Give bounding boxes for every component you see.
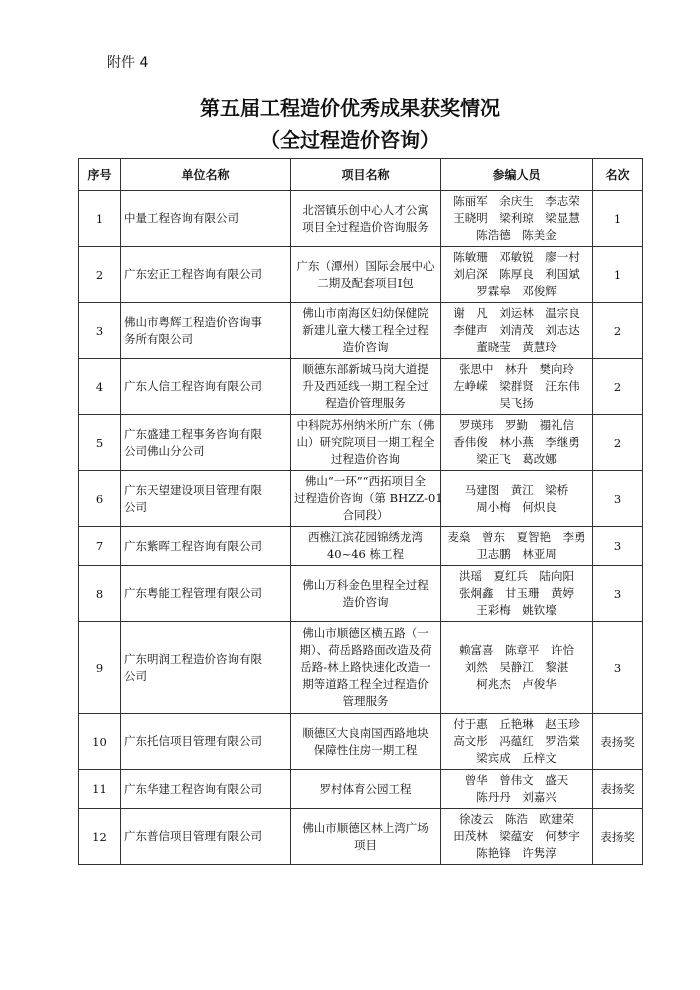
cell-people bbox=[441, 191, 593, 247]
header-project: 项目名称 bbox=[291, 159, 441, 191]
cell-people bbox=[441, 714, 593, 770]
cell-line: 顺德区大良南国西路地块 bbox=[302, 725, 429, 740]
cell-rank: 2 bbox=[593, 303, 643, 359]
table-header-row bbox=[79, 159, 643, 191]
cell-unit bbox=[121, 415, 291, 471]
cell-no: 11 bbox=[79, 770, 121, 809]
cell-line: 公司 bbox=[124, 499, 147, 514]
cell-line: 徐凌云 陈浩 欧建荣 bbox=[459, 812, 574, 826]
cell-line: 麦燊 曾东 夏智艳 李勇 bbox=[447, 530, 586, 544]
cell-unit bbox=[121, 809, 291, 865]
cell-project bbox=[291, 415, 441, 471]
cell-rank: 3 bbox=[593, 471, 643, 527]
cell-line: 陈艳锋 许隽淳 bbox=[476, 846, 557, 860]
cell-rank: 表扬奖 bbox=[593, 770, 643, 809]
cell-rank: 2 bbox=[593, 415, 643, 471]
cell-line: 广东普信项目管理有限公司 bbox=[124, 829, 262, 843]
cell-line: 梁宾成 丘梓文 bbox=[476, 751, 557, 765]
cell-line: 北滘镇乐创中心人才公寓 bbox=[302, 202, 429, 217]
cell-project bbox=[291, 809, 441, 865]
cell-project bbox=[291, 622, 441, 714]
cell-line: 佛山市粤辉工程造价咨询事 bbox=[124, 314, 262, 329]
cell-line: 保障性住房一期工程 bbox=[313, 742, 418, 757]
cell-line: 程造价管理服务 bbox=[325, 396, 406, 410]
cell-line: 升及西延线一期工程全过 bbox=[302, 379, 429, 393]
cell-no: 3 bbox=[79, 303, 121, 359]
cell-no: 7 bbox=[79, 527, 121, 566]
cell-line: 佛山市南海区妇幼保健院 bbox=[302, 306, 429, 320]
cell-line: 梁正飞 葛改娜 bbox=[476, 452, 557, 466]
cell-no: 10 bbox=[79, 714, 121, 770]
cell-line: 广东（潭州）国际会展中心 bbox=[296, 258, 435, 273]
cell-unit bbox=[121, 247, 291, 303]
cell-line: 李健声 刘清茂 刘志达 bbox=[453, 323, 580, 337]
cell-no: 4 bbox=[79, 359, 121, 415]
cell-line: 40~46 栋工程 bbox=[326, 547, 405, 561]
cell-line: 项目 bbox=[354, 837, 377, 852]
cell-line: 顺德东部新城马岗大道提 bbox=[302, 362, 429, 376]
cell-line: 陈浩德 陈美金 bbox=[476, 228, 557, 242]
table-row bbox=[79, 247, 643, 303]
header-no: 序号 bbox=[79, 159, 121, 191]
cell-line: 佛山“一环”“西拓项目全 bbox=[304, 474, 427, 488]
cell-line: 广东紫晖工程咨询有限公司 bbox=[124, 538, 262, 553]
cell-people bbox=[441, 247, 593, 303]
table-row bbox=[79, 527, 643, 566]
cell-line: 香伟俊 林小燕 李继勇 bbox=[453, 435, 580, 449]
cell-line: 合同段） bbox=[342, 508, 389, 522]
cell-line: 广东人信工程咨询有限公司 bbox=[124, 379, 262, 393]
cell-line: 陈丹丹 刘嘉兴 bbox=[476, 790, 557, 804]
cell-line: 洪瑶 夏红兵 陆向阳 bbox=[459, 569, 574, 583]
cell-rank: 2 bbox=[593, 359, 643, 415]
cell-line: 陈丽军 余庆生 李志荣 bbox=[453, 194, 580, 208]
cell-project bbox=[291, 247, 441, 303]
cell-unit bbox=[121, 527, 291, 566]
cell-no: 9 bbox=[79, 622, 121, 714]
cell-no: 2 bbox=[79, 247, 121, 303]
cell-line: 广东盛建工程事务咨询有限 bbox=[124, 426, 262, 441]
cell-people bbox=[441, 471, 593, 527]
cell-line: 期等道路工程全过程造价 bbox=[302, 677, 429, 691]
header-people: 参编人员 bbox=[441, 159, 593, 191]
table-body bbox=[79, 191, 643, 865]
cell-line: 佛山市顺德区林上湾广场 bbox=[302, 820, 429, 835]
cell-rank: 3 bbox=[593, 527, 643, 566]
cell-line: 王彩梅 姚钦壕 bbox=[476, 603, 557, 617]
cell-line: 赖富喜 陈章平 许恰 bbox=[459, 643, 574, 657]
cell-line: 二期及配套项目Ⅰ包 bbox=[317, 275, 414, 290]
cell-project bbox=[291, 359, 441, 415]
cell-line: 佛山市顺德区横五路（一 bbox=[302, 626, 429, 640]
attachment-label: 附件 4 bbox=[107, 55, 149, 71]
cell-line: 广东粤能工程管理有限公司 bbox=[124, 586, 262, 600]
document-title: 第五届工程造价优秀成果获奖情况 bbox=[200, 96, 500, 120]
cell-line: 过程造价咨询（第 BHZZ-01 bbox=[294, 491, 443, 505]
cell-no: 12 bbox=[79, 809, 121, 865]
cell-no: 1 bbox=[79, 191, 121, 247]
cell-line: 高文彤 冯蕴红 罗浩棠 bbox=[453, 734, 580, 748]
cell-people bbox=[441, 303, 593, 359]
cell-rank: 3 bbox=[593, 566, 643, 622]
cell-unit bbox=[121, 191, 291, 247]
cell-unit bbox=[121, 622, 291, 714]
cell-rank: 表扬奖 bbox=[593, 714, 643, 770]
cell-line: 张思中 林升 樊向玲 bbox=[459, 362, 574, 376]
cell-line: 曾华 曾伟文 盛天 bbox=[464, 773, 569, 787]
cell-people bbox=[441, 770, 593, 809]
cell-project bbox=[291, 303, 441, 359]
cell-line: 岳路-林上路快速化改造一 bbox=[300, 660, 431, 674]
cell-project bbox=[291, 714, 441, 770]
cell-people bbox=[441, 527, 593, 566]
cell-line: 西樵江滨花园锦绣龙湾 bbox=[308, 530, 423, 544]
cell-line: 造价咨询 bbox=[342, 340, 389, 354]
cell-line: 广东宏正工程咨询有限公司 bbox=[124, 267, 262, 281]
cell-line: 佛山万科金色里程全过程 bbox=[302, 577, 429, 592]
cell-people bbox=[441, 415, 593, 471]
cell-line: 罗村体育公园工程 bbox=[319, 781, 412, 796]
cell-no: 6 bbox=[79, 471, 121, 527]
cell-unit bbox=[121, 303, 291, 359]
cell-line: 吴飞扬 bbox=[499, 396, 534, 410]
table-row bbox=[79, 566, 643, 622]
cell-project bbox=[291, 471, 441, 527]
cell-line: 付于惠 丘艳琳 赵玉珍 bbox=[453, 717, 580, 731]
table-row bbox=[79, 714, 643, 770]
cell-line: 田茂林 梁蕴安 何梦宇 bbox=[453, 829, 580, 843]
cell-line: 刘然 吴静江 黎湛 bbox=[464, 660, 569, 674]
table-row bbox=[79, 622, 643, 714]
cell-line: 广东天望建设项目管理有限 bbox=[124, 482, 262, 497]
cell-project bbox=[291, 527, 441, 566]
cell-line: 罗霖皋 邓俊辉 bbox=[476, 284, 557, 298]
cell-line: 新建儿童大楼工程全过程 bbox=[302, 323, 429, 337]
cell-line: 管理服务 bbox=[342, 694, 389, 708]
cell-line: 董晓莹 黄慧玲 bbox=[476, 340, 557, 354]
cell-unit bbox=[121, 359, 291, 415]
cell-line: 马建图 黄江 梁桥 bbox=[464, 482, 569, 497]
cell-line: 期）、荷岳路路面改造及荷 bbox=[299, 643, 432, 657]
cell-line: 广东华建工程咨询有限公司 bbox=[124, 781, 262, 796]
awards-table bbox=[78, 158, 643, 865]
cell-line: 周小梅 何炽良 bbox=[476, 499, 557, 514]
cell-line: 公司 bbox=[124, 668, 147, 683]
table-row bbox=[79, 191, 643, 247]
cell-unit bbox=[121, 770, 291, 809]
cell-line: 刘启深 陈厚良 利国斌 bbox=[453, 267, 580, 281]
table-row bbox=[79, 770, 643, 809]
cell-unit bbox=[121, 566, 291, 622]
cell-line: 卫志鹏 林亚周 bbox=[476, 547, 557, 561]
cell-rank: 表扬奖 bbox=[593, 809, 643, 865]
cell-line: 中量工程咨询有限公司 bbox=[124, 211, 239, 225]
cell-line: 广东明润工程造价咨询有限 bbox=[124, 651, 262, 666]
cell-people bbox=[441, 359, 593, 415]
cell-line: 罗瑛玮 罗勤 禤礼信 bbox=[459, 418, 574, 432]
cell-line: 造价咨询 bbox=[342, 594, 389, 609]
cell-line: 左峥嵘 梁群贤 汪东伟 bbox=[453, 379, 580, 393]
cell-project bbox=[291, 191, 441, 247]
cell-line: 王晓明 梁利琼 梁显慧 bbox=[453, 211, 580, 225]
header-rank: 名次 bbox=[593, 159, 643, 191]
table-row bbox=[79, 303, 643, 359]
cell-people bbox=[441, 809, 593, 865]
cell-rank: 3 bbox=[593, 622, 643, 714]
header-unit: 单位名称 bbox=[121, 159, 291, 191]
cell-line: 柯兆杰 卢俊华 bbox=[476, 677, 557, 691]
cell-line: 张炯鑫 甘玉珊 黄婷 bbox=[459, 586, 574, 600]
cell-people bbox=[441, 622, 593, 714]
table-row bbox=[79, 359, 643, 415]
cell-line: 务所有限公司 bbox=[124, 331, 193, 346]
cell-unit bbox=[121, 471, 291, 527]
cell-line: 陈敏珊 邓敏锐 廖一村 bbox=[453, 250, 580, 264]
cell-no: 5 bbox=[79, 415, 121, 471]
cell-rank: 1 bbox=[593, 247, 643, 303]
cell-line: 山）研究院项目一期工程全 bbox=[296, 435, 435, 449]
cell-line: 广东托信项目管理有限公司 bbox=[124, 734, 262, 748]
document-subtitle: （全过程造价咨询） bbox=[260, 128, 440, 152]
cell-project bbox=[291, 566, 441, 622]
cell-unit bbox=[121, 714, 291, 770]
cell-rank: 1 bbox=[593, 191, 643, 247]
cell-line: 公司佛山分公司 bbox=[124, 443, 205, 458]
cell-people bbox=[441, 566, 593, 622]
table-row bbox=[79, 415, 643, 471]
table-row bbox=[79, 471, 643, 527]
cell-project bbox=[291, 770, 441, 809]
cell-line: 过程造价咨询 bbox=[331, 452, 400, 466]
cell-line: 项目全过程造价咨询服务 bbox=[302, 219, 429, 234]
cell-line: 谢 凡 刘运林 温宗良 bbox=[453, 306, 580, 320]
cell-no: 8 bbox=[79, 566, 121, 622]
cell-line: 中科院苏州纳米所广东（佛 bbox=[296, 418, 435, 432]
table-row bbox=[79, 809, 643, 865]
